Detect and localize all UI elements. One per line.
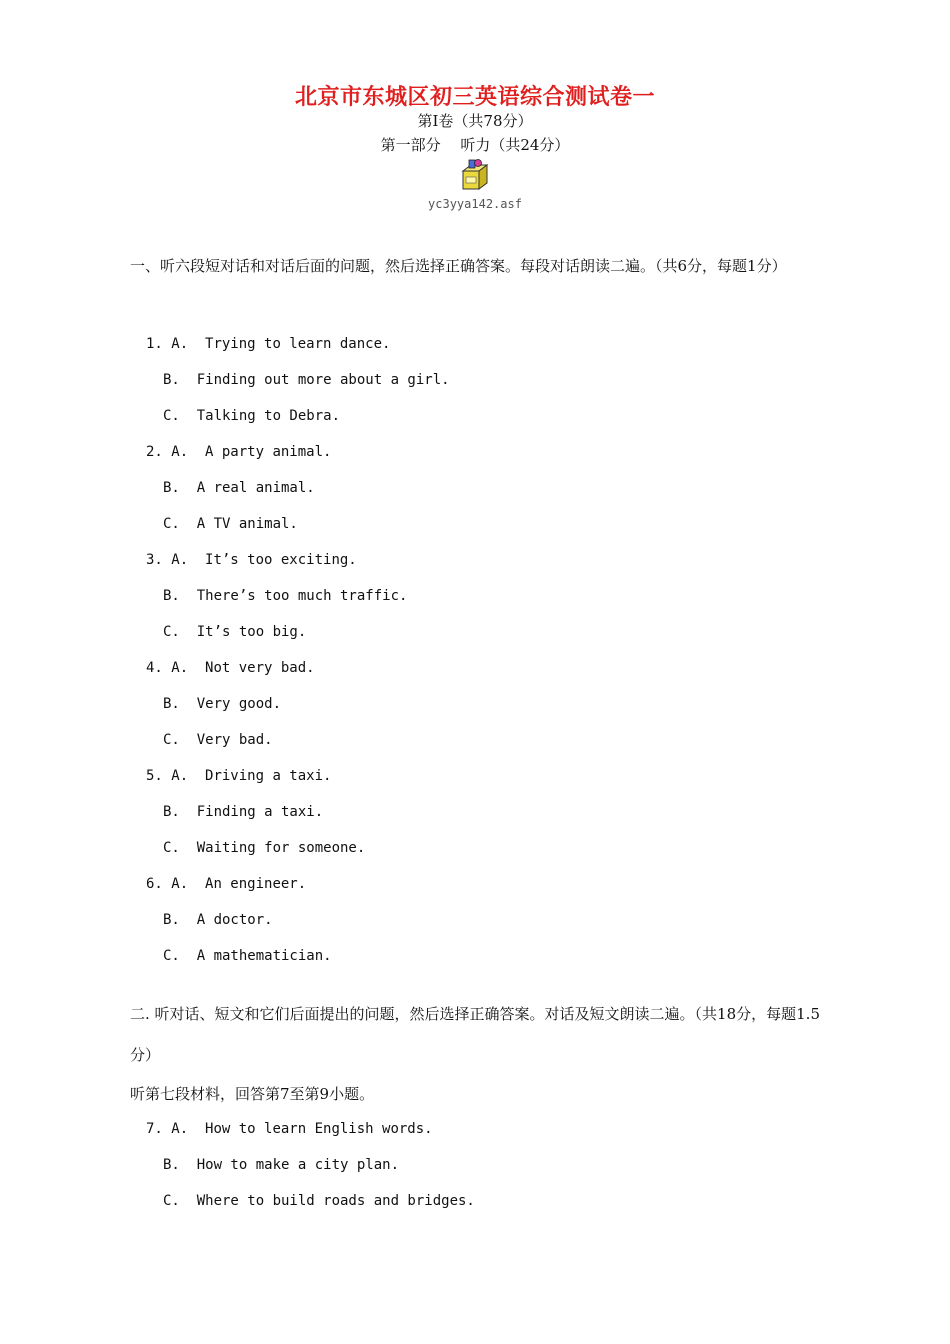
question-number: 6. — [146, 876, 163, 892]
part-subtitle: 第一部分 听力（共24分） — [380, 136, 570, 154]
document-title: 北京市东城区初三英语综合测试卷一 — [294, 85, 655, 110]
option-b: B. Finding out more about a girl. — [163, 372, 450, 388]
option-b: B. There’s too much traffic. — [163, 588, 408, 604]
option-a: A. How to learn English words. — [171, 1121, 433, 1137]
option-a: A. Trying to learn dance. — [171, 336, 391, 352]
paper-subtitle: 第Ⅰ卷（共78分） — [417, 112, 533, 130]
question-6 — [146, 876, 306, 892]
package-icon — [457, 157, 493, 193]
option-b: B. Very good. — [163, 696, 282, 712]
question-1 — [146, 336, 390, 352]
option-b: B. A doctor. — [163, 912, 273, 928]
question-number: 1. — [146, 336, 163, 352]
option-c: C. Very bad. — [163, 732, 273, 748]
question-4 — [146, 660, 315, 676]
option-c: C. Waiting for someone. — [163, 840, 366, 856]
question-7 — [146, 1121, 433, 1137]
option-c: C. A TV animal. — [163, 516, 298, 532]
option-b: B. Finding a taxi. — [163, 804, 324, 820]
attachment-filename: yc3yya142.asf — [428, 197, 522, 211]
audio-attachment[interactable] — [425, 157, 525, 211]
option-a: A. It’s too exciting. — [171, 552, 357, 568]
option-b: B. How to make a city plan. — [163, 1157, 400, 1173]
option-c: C. Where to build roads and bridges. — [163, 1193, 475, 1209]
option-a: A. Driving a taxi. — [171, 768, 332, 784]
option-c: C. Talking to Debra. — [163, 408, 341, 424]
section-2-note: 听第七段材料，回答第7至第9小题。 — [130, 1085, 375, 1103]
option-a: A. Not very bad. — [171, 660, 315, 676]
question-number: 4. — [146, 660, 163, 676]
question-2 — [146, 444, 331, 460]
section-1-instructions: 一、听六段短对话和对话后面的问题，然后选择正确答案。每段对话朗读二遍。（共6分，每题1分） — [130, 257, 787, 275]
question-number: 7. — [146, 1121, 163, 1137]
option-b: B. A real animal. — [163, 480, 315, 496]
question-number: 2. — [146, 444, 163, 460]
question-3 — [146, 552, 357, 568]
question-number: 3. — [146, 552, 163, 568]
option-a: A. An engineer. — [171, 876, 307, 892]
section-2-instructions: 二. 听对话、短文和它们后面提出的问题，然后选择正确答案。对话及短文朗读二遍。（共18分，每题1.5分） — [130, 1005, 820, 1064]
option-a: A. A party animal. — [171, 444, 332, 460]
question-number: 5. — [146, 768, 163, 784]
option-c: C. A mathematician. — [163, 948, 332, 964]
option-c: C. It’s too big. — [163, 624, 307, 640]
question-5 — [146, 768, 331, 784]
